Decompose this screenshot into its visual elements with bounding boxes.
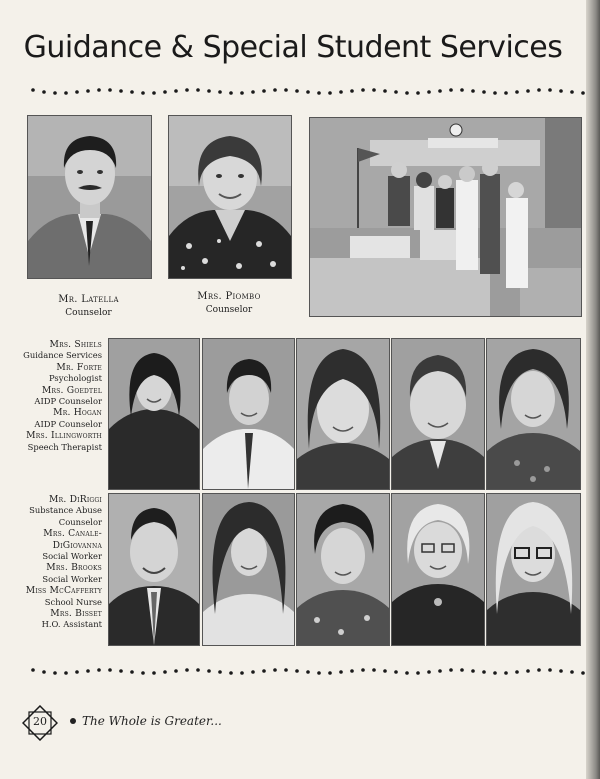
staff-role: Substance Abuse Counselor <box>29 505 102 527</box>
staff-role: School Nurse <box>44 596 102 607</box>
page-number: 20 <box>33 715 47 728</box>
staff-name: Mrs. Brooks <box>46 562 102 574</box>
staff-role: AIDP Counselor <box>34 418 102 429</box>
staff-name: Mrs. Bisset <box>50 608 102 620</box>
portrait-shiels <box>108 338 200 490</box>
staff-role: Psychologist <box>49 373 102 384</box>
staff-role: Speech Therapist <box>27 441 102 452</box>
row2-name-list <box>12 494 102 631</box>
staff-name: Mrs. Canale-DiGiovanna <box>43 528 102 551</box>
portrait-piombo <box>168 115 292 279</box>
staff-role: Counselor <box>205 305 253 315</box>
dotted-divider-top <box>30 84 586 100</box>
staff-name: Miss McCafferty <box>25 585 102 597</box>
staff-role: H.O. Assistant <box>41 619 102 630</box>
page-footer <box>22 703 322 743</box>
row1-name-list <box>23 339 102 453</box>
portrait-bisset <box>486 493 581 646</box>
portrait-forte <box>202 338 295 490</box>
portrait-goedtel <box>296 338 390 490</box>
bullet-icon <box>70 718 76 724</box>
portrait-canale-digiovanna <box>202 493 295 646</box>
staff-name: Mrs. Piombo <box>197 291 261 302</box>
portrait-diriggi <box>108 493 200 646</box>
footer-slogan: The Whole is Greater... <box>82 714 222 728</box>
staff-name: Mr. Forte <box>56 361 102 373</box>
caption-latella <box>37 293 140 320</box>
portrait-hogan <box>391 338 485 490</box>
staff-role: Guidance Services <box>23 350 102 361</box>
staff-role: Social Worker <box>42 573 102 584</box>
page-title: Guidance & Special Student Services <box>23 30 563 65</box>
staff-name: Mr. DiRiggi <box>49 494 102 505</box>
staff-name: Mrs. Goedtel <box>41 384 102 396</box>
staff-role: Counselor <box>65 308 112 318</box>
book-binding-edge <box>586 0 600 779</box>
portrait-brooks <box>296 493 390 646</box>
staff-name: Mrs. Illingworth <box>26 430 102 442</box>
dotted-divider-bottom <box>30 664 586 680</box>
staff-role: AIDP Counselor <box>34 396 102 407</box>
portrait-illingworth <box>486 338 581 490</box>
portrait-latella <box>27 115 152 279</box>
group-photo-office <box>309 117 582 317</box>
staff-name: Mr. Hogan <box>53 407 102 419</box>
caption-piombo <box>176 290 282 317</box>
staff-role: Social Worker <box>42 551 102 562</box>
portrait-mccafferty <box>391 493 485 646</box>
staff-name: Mrs. Shiels <box>49 339 102 350</box>
staff-name: Mr. Latella <box>58 294 119 305</box>
